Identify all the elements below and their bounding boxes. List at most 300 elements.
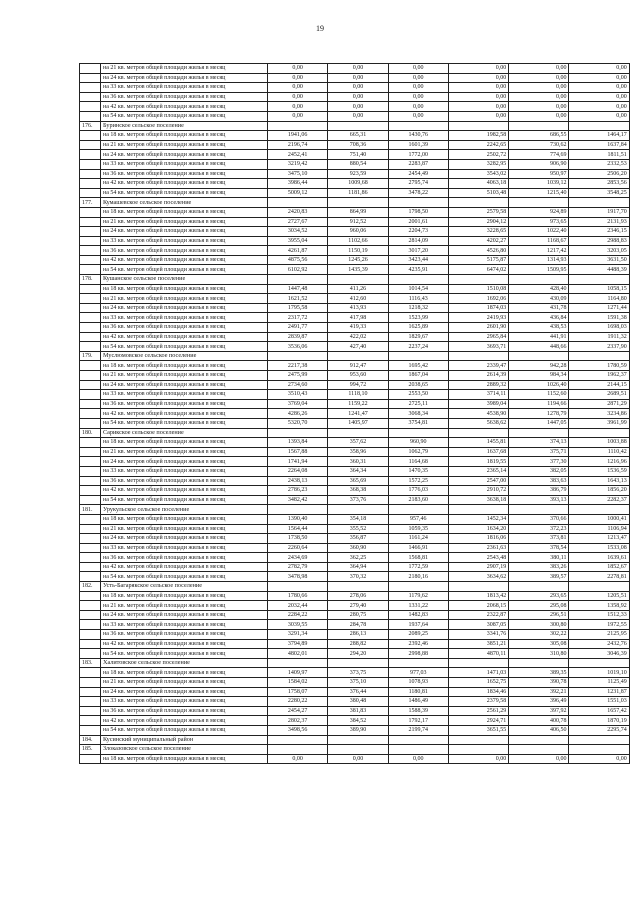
value-cell: 1867,04 [388,371,448,381]
value-cell: 1692,06 [448,294,508,304]
value-cell: 730,62 [509,140,569,150]
value-cell [509,505,569,515]
value-cell: 0,00 [448,83,508,93]
value-cell: 413,93 [328,303,388,313]
value-cell: 354,18 [328,514,388,524]
description-cell: на 21 кв. метров общей площади жилья в месяц [101,447,268,457]
value-cell: 2889,32 [448,380,508,390]
row-number-cell [80,466,101,476]
section-header-row [80,505,630,515]
table-row [80,466,630,476]
value-cell: 1019,10 [569,668,629,678]
value-cell: 294,20 [328,649,388,659]
description-cell: на 54 кв. метров общей площади жилья в месяц [101,188,268,198]
value-cell: 1205,51 [569,591,629,601]
table-row [80,601,630,611]
description-cell: на 33 кв. метров общей площади жилья в месяц [101,466,268,476]
description-cell: на 33 кв. метров общей площади жилья в месяц [101,83,268,93]
description-cell: на 42 кв. метров общей площади жилья в месяц [101,716,268,726]
value-cell: 2786,23 [268,486,328,496]
value-cell: 1772,59 [388,562,448,572]
value-cell: 2561,29 [448,706,508,716]
section-header-row [80,275,630,285]
description-cell: на 54 кв. метров общей площади жилья в месяц [101,572,268,582]
description-cell: на 36 кв. метров общей площади жилья в месяц [101,553,268,563]
value-cell: 1591,38 [569,313,629,323]
value-cell: 310,80 [509,649,569,659]
row-number-cell [80,553,101,563]
row-number-cell [80,131,101,141]
value-cell: 412,60 [328,294,388,304]
value-cell: 0,00 [569,83,629,93]
value-cell: 0,00 [388,64,448,74]
value-cell [509,121,569,131]
value-cell: 924,89 [509,207,569,217]
value-cell: 3498,56 [268,725,328,735]
value-cell: 1217,42 [509,246,569,256]
value-cell: 1241,47 [328,409,388,419]
value-cell [388,505,448,515]
table-row [80,754,630,764]
table-row [80,380,630,390]
value-cell: 1116,43 [388,294,448,304]
value-cell: 375,10 [328,678,388,688]
value-cell: 362,25 [328,553,388,563]
value-cell [268,582,328,592]
description-cell: на 36 кв. метров общей площади жилья в месяц [101,476,268,486]
value-cell [448,428,508,438]
value-cell: 2547,00 [448,476,508,486]
value-cell: 1813,42 [448,591,508,601]
value-cell: 1588,39 [388,706,448,716]
value-cell: 0,00 [509,64,569,74]
value-cell: 1464,17 [569,131,629,141]
value-cell: 3291,34 [268,630,328,640]
value-cell: 386,79 [509,486,569,496]
row-number-cell [80,725,101,735]
value-cell: 1625,89 [388,323,448,333]
row-number-cell [80,620,101,630]
row-number-cell: 176. [80,121,101,131]
value-cell: 0,00 [328,92,388,102]
table-row [80,64,630,74]
row-number-cell [80,390,101,400]
description-cell: на 18 кв. метров общей площади жилья в месяц [101,361,268,371]
value-cell: 360,31 [328,457,388,467]
value-cell: 1430,76 [388,131,448,141]
value-cell: 1780,66 [268,591,328,601]
row-number-cell [80,159,101,169]
row-number-cell [80,630,101,640]
description-cell: на 42 кв. метров общей площади жилья в месяц [101,179,268,189]
row-number-cell [80,111,101,121]
row-number-cell [80,83,101,93]
value-cell: 3651,55 [448,725,508,735]
table-row [80,111,630,121]
value-cell [268,351,328,361]
table-row [80,514,630,524]
value-cell: 994,72 [328,380,388,390]
value-cell: 1026,40 [509,380,569,390]
value-cell [328,351,388,361]
value-cell: 2727,67 [268,217,328,227]
value-cell: 1245,26 [328,255,388,265]
table-row [80,543,630,553]
value-cell: 2419,93 [448,313,508,323]
value-cell [509,658,569,668]
description-cell: на 54 кв. метров общей площади жилья в месяц [101,111,268,121]
value-cell: 4526,80 [448,246,508,256]
value-cell: 1164,68 [388,457,448,467]
value-cell: 1564,44 [268,524,328,534]
value-cell: 3017,20 [388,246,448,256]
value-cell: 305,08 [509,639,569,649]
table-row [80,217,630,227]
row-number-cell [80,255,101,265]
description-cell: на 33 кв. метров общей площади жилья в месяц [101,697,268,707]
value-cell: 364,94 [328,562,388,572]
row-number-cell [80,169,101,179]
value-cell: 3989,04 [448,399,508,409]
value-cell: 2795,74 [388,179,448,189]
value-cell: 1194,66 [509,399,569,409]
value-cell: 0,00 [448,754,508,764]
value-cell: 3548,25 [569,188,629,198]
value-cell: 430,09 [509,294,569,304]
table-row [80,92,630,102]
value-cell: 3754,81 [388,418,448,428]
value-cell [328,582,388,592]
row-number-cell [80,601,101,611]
value-cell: 0,00 [509,754,569,764]
value-cell: 1161,24 [388,534,448,544]
row-number-cell [80,687,101,697]
value-cell: 665,31 [328,131,388,141]
table-row [80,179,630,189]
value-cell: 2839,87 [268,332,328,342]
value-cell: 383,63 [509,476,569,486]
description-cell: на 42 кв. метров общей площади жилья в месяц [101,255,268,265]
value-cell [509,275,569,285]
table-row [80,150,630,160]
value-cell: 0,00 [448,64,508,74]
value-cell: 2361,63 [448,543,508,553]
value-cell: 0,00 [328,73,388,83]
value-cell: 0,00 [268,73,328,83]
section-header-row [80,351,630,361]
value-cell: 1911,32 [569,332,629,342]
value-cell: 358,96 [328,447,388,457]
value-cell: 0,00 [509,111,569,121]
description-cell: на 42 кв. метров общей площади жилья в месяц [101,486,268,496]
value-cell: 1409,97 [268,668,328,678]
value-cell: 3034,52 [268,227,328,237]
row-number-cell [80,524,101,534]
value-cell: 2438,13 [268,476,328,486]
description-cell: на 36 кв. метров общей площади жилья в месяц [101,169,268,179]
value-cell: 417,98 [328,313,388,323]
table-row [80,246,630,256]
table-row [80,131,630,141]
value-cell [448,745,508,755]
value-cell: 1118,10 [328,390,388,400]
table-row [80,457,630,467]
tariff-table [79,63,630,764]
row-number-cell: 184. [80,735,101,745]
value-cell: 3714,11 [448,390,508,400]
value-cell: 2001,61 [388,217,448,227]
table-row [80,630,630,640]
value-cell [268,505,328,515]
value-cell: 389,57 [509,572,569,582]
value-cell [328,658,388,668]
value-cell: 2392,46 [388,639,448,649]
value-cell: 2180,16 [388,572,448,582]
value-cell: 2814,09 [388,236,448,246]
value-cell: 438,53 [509,323,569,333]
table-row [80,649,630,659]
row-number-cell: 178. [80,275,101,285]
description-cell: на 24 кв. метров общей площади жилья в месяц [101,610,268,620]
value-cell: 1829,67 [388,332,448,342]
value-cell: 2506,20 [569,169,629,179]
value-cell: 1405,97 [328,418,388,428]
value-cell: 296,51 [509,610,569,620]
value-cell: 2689,51 [569,390,629,400]
value-cell: 419,33 [328,323,388,333]
value-cell: 2907,19 [448,562,508,572]
row-number-cell [80,102,101,112]
value-cell: 1819,55 [448,457,508,467]
value-cell: 3961,99 [569,418,629,428]
description-cell: на 18 кв. метров общей площади жилья в месяц [101,514,268,524]
value-cell: 0,00 [268,64,328,74]
value-cell [509,582,569,592]
row-number-cell [80,486,101,496]
table-row [80,140,630,150]
description-cell: на 21 кв. метров общей площади жилья в месяц [101,140,268,150]
value-cell: 2904,12 [448,217,508,227]
value-cell: 1435,39 [328,265,388,275]
row-number-cell [80,92,101,102]
value-cell: 4488,39 [569,265,629,275]
value-cell: 984,34 [509,371,569,381]
description-cell: на 24 кв. метров общей площади жилья в месяц [101,534,268,544]
row-number-cell [80,514,101,524]
description-cell: на 36 кв. метров общей площади жилья в месяц [101,706,268,716]
value-cell: 1698,03 [569,323,629,333]
row-number-cell [80,476,101,486]
value-cell: 1159,22 [328,399,388,409]
settlement-name-cell: Урукульское сельское поселение [101,505,268,515]
value-cell: 3536,06 [268,342,328,352]
value-cell: 2365,14 [448,466,508,476]
table-row [80,371,630,381]
value-cell [448,735,508,745]
value-cell: 4063,18 [448,179,508,189]
row-number-cell [80,179,101,189]
row-number-cell: 183. [80,658,101,668]
value-cell: 960,90 [388,438,448,448]
value-cell: 431,78 [509,303,569,313]
value-cell: 284,78 [328,620,388,630]
value-cell: 1009,68 [328,179,388,189]
value-cell: 3087,05 [448,620,508,630]
value-cell: 1215,40 [509,188,569,198]
value-cell [388,275,448,285]
description-cell: на 18 кв. метров общей площади жилья в месяц [101,754,268,764]
value-cell: 3634,62 [448,572,508,582]
value-cell: 751,40 [328,150,388,160]
value-cell [448,505,508,515]
value-cell: 383,26 [509,562,569,572]
value-cell: 1917,70 [569,207,629,217]
description-cell: на 18 кв. метров общей площади жилья в месяц [101,207,268,217]
value-cell: 953,60 [328,371,388,381]
settlement-name-cell: Кушанское сельское поселение [101,275,268,285]
description-cell: на 24 кв. метров общей площади жилья в месяц [101,73,268,83]
value-cell: 1870,19 [569,716,629,726]
value-cell: 0,00 [509,92,569,102]
value-cell: 0,00 [448,102,508,112]
value-cell [268,428,328,438]
settlement-name-cell: Кусинский муниципальный район [101,735,268,745]
value-cell [569,505,629,515]
table-row [80,495,630,505]
value-cell: 4235,91 [388,265,448,275]
description-cell: на 21 кв. метров общей площади жилья в месяц [101,294,268,304]
section-header-row [80,198,630,208]
value-cell: 1695,42 [388,361,448,371]
description-cell: на 33 кв. метров общей площади жилья в месяц [101,390,268,400]
value-cell: 2317,72 [268,313,328,323]
value-cell: 2278,81 [569,572,629,582]
value-cell [268,658,328,668]
value-cell: 2924,71 [448,716,508,726]
value-cell: 1058,15 [569,284,629,294]
table-row [80,524,630,534]
value-cell: 2910,72 [448,486,508,496]
value-cell: 373,81 [509,534,569,544]
value-cell: 1758,07 [268,687,328,697]
value-cell: 1816,06 [448,534,508,544]
table-row [80,361,630,371]
value-cell [448,198,508,208]
row-number-cell [80,447,101,457]
description-cell: на 24 кв. метров общей площади жилья в месяц [101,457,268,467]
value-cell: 4261,87 [268,246,328,256]
table-row [80,610,630,620]
value-cell: 1982,58 [448,131,508,141]
value-cell: 3068,34 [388,409,448,419]
value-cell: 912,47 [328,361,388,371]
value-cell: 2543,48 [448,553,508,563]
row-number-cell [80,380,101,390]
value-cell: 0,00 [268,111,328,121]
value-cell: 1168,67 [509,236,569,246]
table-row [80,83,630,93]
value-cell: 1533,08 [569,543,629,553]
value-cell: 1471,03 [448,668,508,678]
value-cell [268,275,328,285]
value-cell: 1856,20 [569,486,629,496]
value-cell [509,428,569,438]
value-cell: 1447,48 [268,284,328,294]
value-cell: 0,00 [509,83,569,93]
row-number-cell [80,543,101,553]
value-cell: 1551,03 [569,697,629,707]
value-cell: 436,84 [509,313,569,323]
value-cell: 1150,19 [328,246,388,256]
table-row [80,725,630,735]
value-cell: 4875,56 [268,255,328,265]
value-cell: 0,00 [509,102,569,112]
description-cell: на 24 кв. метров общей площади жилья в месяц [101,227,268,237]
value-cell: 1811,51 [569,150,629,160]
description-cell: на 33 кв. метров общей площади жилья в месяц [101,620,268,630]
value-cell: 0,00 [328,64,388,74]
value-cell [328,121,388,131]
value-cell: 973,65 [509,217,569,227]
value-cell: 1447,05 [509,418,569,428]
value-cell: 2295,74 [569,725,629,735]
value-cell: 357,62 [328,438,388,448]
row-number-cell [80,697,101,707]
value-cell: 378,54 [509,543,569,553]
value-cell [509,745,569,755]
description-cell: на 21 кв. метров общей площади жилья в месяц [101,371,268,381]
value-cell: 428,40 [509,284,569,294]
value-cell: 1874,03 [448,303,508,313]
value-cell: 2196,74 [268,140,328,150]
table-row [80,399,630,409]
value-cell: 2432,76 [569,639,629,649]
value-cell: 0,00 [569,64,629,74]
value-cell: 441,91 [509,332,569,342]
value-cell: 286,13 [328,630,388,640]
value-cell: 1314,93 [509,255,569,265]
value-cell: 1106,94 [569,524,629,534]
value-cell [569,428,629,438]
value-cell: 1780,59 [569,361,629,371]
table-row [80,534,630,544]
table-row [80,236,630,246]
description-cell: на 24 кв. метров общей площади жилья в месяц [101,380,268,390]
value-cell: 0,00 [328,102,388,112]
value-cell [328,745,388,755]
value-cell: 280,75 [328,610,388,620]
value-cell: 2346,15 [569,227,629,237]
value-cell: 1216,96 [569,457,629,467]
value-cell: 1637,84 [569,140,629,150]
value-cell: 377,30 [509,457,569,467]
value-cell: 2264,08 [268,466,328,476]
value-cell: 373,76 [328,495,388,505]
value-cell: 1003,88 [569,438,629,448]
value-cell: 1022,40 [509,227,569,237]
table-row [80,668,630,678]
row-number-cell [80,150,101,160]
value-cell: 3769,04 [268,399,328,409]
value-cell: 5175,87 [448,255,508,265]
value-cell: 360,90 [328,543,388,553]
value-cell: 1512,33 [569,610,629,620]
value-cell: 1601,39 [388,140,448,150]
value-cell: 2144,15 [569,380,629,390]
row-number-cell [80,265,101,275]
value-cell: 2199,74 [388,725,448,735]
row-number-cell [80,73,101,83]
